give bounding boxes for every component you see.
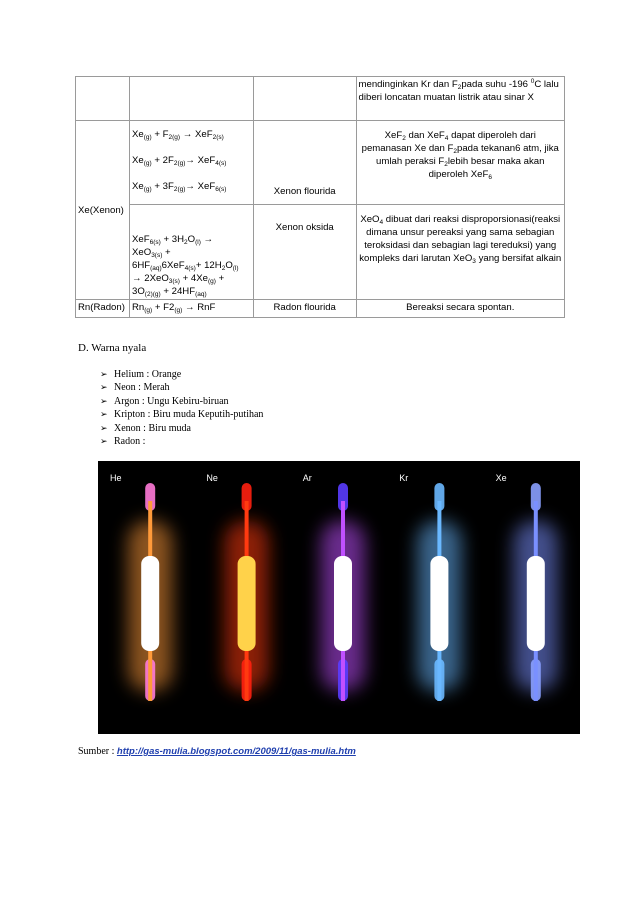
table-row bbox=[76, 300, 565, 318]
list-item: ➢ Xenon : Biru muda bbox=[100, 422, 191, 434]
compound-cell: Radon flourida bbox=[253, 300, 356, 318]
table-row bbox=[76, 121, 565, 205]
element-cell: Rn(Radon) bbox=[76, 300, 130, 318]
description-cell: XeO$_4$ dibuat dari reaksi disproporsionasi(reaksi dimana unsur pereaksi yang sama sebagian teroksidasi dan sebagian lagi tereduksi) yang kompleks dari larutan XeO$_3$ yang bersifat alkain bbox=[356, 205, 564, 300]
tube-core bbox=[334, 556, 352, 651]
description-cell: XeF$_2$ dan XeF$_4$ dapat diperoleh dari pemanasan Xe dan $F_2pada$ tekanan6 atm, jika umlah peraksi $F_2lebih$ besar maka akan diperoleh XeF$_6$ bbox=[356, 121, 564, 205]
tube-label: He bbox=[110, 473, 122, 483]
flame-color-list bbox=[100, 368, 263, 448]
bullet-arrow-icon: ➢ bbox=[100, 369, 108, 379]
tube-core bbox=[238, 556, 256, 651]
table-cell-note: mendinginkan Kr dan $F_2pada$ suhu -196 $^0$C lalu diberi loncatan muatan listrik atau sinar X bbox=[356, 77, 564, 121]
bullet-arrow-icon: ➢ bbox=[100, 435, 108, 446]
description-cell: Bereaksi secara spontan. bbox=[356, 300, 564, 318]
discharge-tubes-image bbox=[98, 461, 580, 734]
bullet-arrow-icon: ➢ bbox=[100, 422, 108, 433]
equation-cell: $Xe_{(g)} + F_{2(g)} \to XeF_{2(s)}$ $Xe_{(g)} + 2F_{2(g)}\to XeF_{4(s)}$ $Xe_{(g)} + 3F_{2(g)}\to XeF_{6(s)}$ bbox=[129, 121, 253, 205]
table-row bbox=[76, 205, 565, 300]
list-item: ➢ Argon : Ungu Kebiru-biruan bbox=[100, 395, 229, 407]
tube-core bbox=[141, 556, 159, 651]
tube-label: Kr bbox=[399, 473, 409, 483]
compound-cell: Xenon flourida bbox=[253, 121, 356, 205]
list-item: ➢ Kripton : Biru muda Keputih-putihan bbox=[100, 409, 264, 421]
tube-ar bbox=[303, 473, 365, 701]
bullet-arrow-icon: ➢ bbox=[100, 395, 108, 406]
element-cell: Xe(Xenon) bbox=[76, 121, 130, 300]
tube-label: Ne bbox=[206, 473, 218, 483]
equation-cell: $XeF_{6(s)} + 3H_2O_{(l)}$ → XeO$_{3(s)}$ + $6HF_{(aq)}6XeF_{4(s)}+ 12H_2O_{(l)}$ → $2XeO_{3(s)} + 4Xe_{(g)}$ + $3O_{(2)(g)} + 24HF_{(aq)}$ bbox=[129, 205, 253, 300]
tube-core bbox=[527, 556, 545, 651]
list-item: ➢ Helium : Orange bbox=[100, 369, 182, 380]
list-item: ➢ Radon : bbox=[100, 435, 146, 447]
compound-cell: Xenon oksida bbox=[253, 205, 356, 300]
tube-label: Xe bbox=[495, 473, 507, 483]
bullet-arrow-icon: ➢ bbox=[100, 382, 108, 393]
table-row bbox=[76, 77, 565, 121]
tube-kr bbox=[399, 473, 461, 701]
noble-gas-reaction-table bbox=[75, 76, 565, 318]
discharge-tubes-photo bbox=[98, 461, 580, 734]
tube-ne bbox=[206, 473, 268, 701]
section-title: D. Warna nyala bbox=[78, 342, 147, 354]
tube-he bbox=[110, 473, 172, 701]
source-label: Sumber : bbox=[78, 746, 115, 757]
equation-cell: $Rn_{(g)} + F2_{(g)}$ → RnF bbox=[129, 300, 253, 318]
tube-xe bbox=[496, 473, 558, 701]
tube-core bbox=[430, 556, 448, 651]
tube-label: Ar bbox=[302, 473, 312, 483]
bullet-arrow-icon: ➢ bbox=[100, 409, 108, 420]
source-link[interactable]: http://gas-mulia.blogspot.com/2009/11/gas-mulia.htm bbox=[116, 746, 356, 757]
list-item: ➢ Neon : Merah bbox=[100, 382, 170, 394]
source-line bbox=[78, 746, 356, 757]
